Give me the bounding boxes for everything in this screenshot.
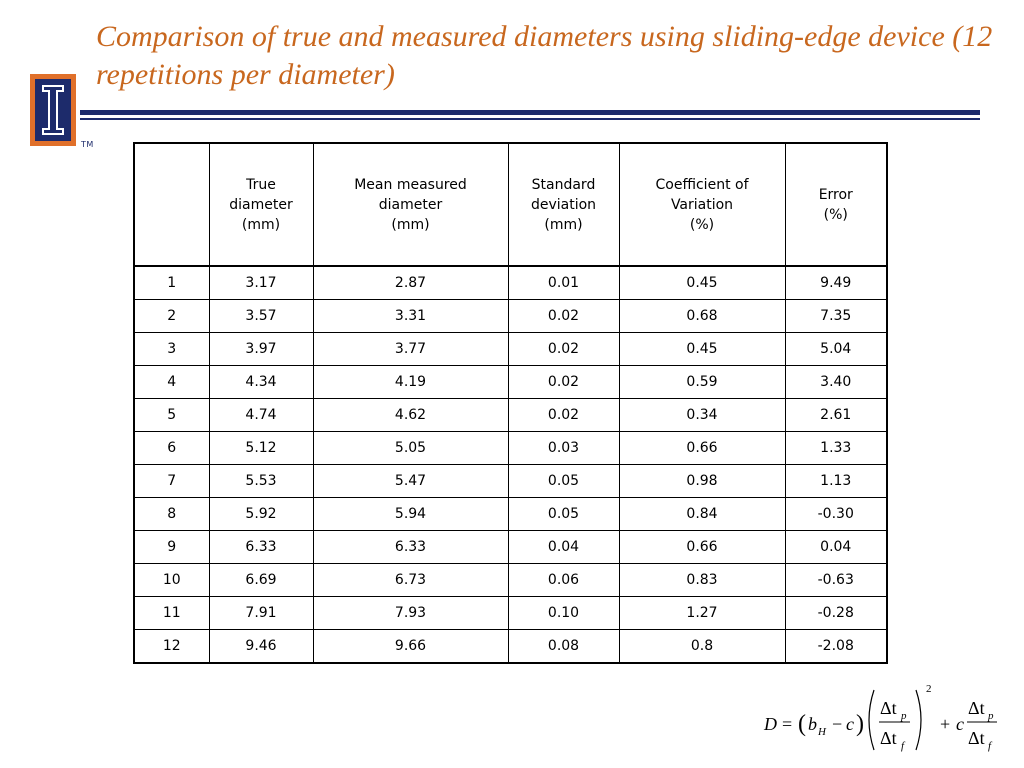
cell-standard-deviation: 0.01	[508, 266, 619, 300]
cell-standard-deviation: 0.02	[508, 300, 619, 333]
table-header-row	[134, 143, 887, 266]
cell-coefficient-of-variation: 0.45	[619, 333, 785, 366]
cell-mean-measured-diameter: 9.66	[313, 630, 508, 664]
table-row	[134, 630, 887, 664]
header-standard-deviation	[508, 143, 619, 266]
header-line: diameter	[229, 196, 293, 213]
cell-true-diameter: 3.17	[209, 266, 313, 300]
cell-row-index: 4	[134, 366, 209, 399]
cell-row-index: 5	[134, 399, 209, 432]
header-line: Mean measured	[354, 176, 467, 193]
cell-row-index: 6	[134, 432, 209, 465]
cell-standard-deviation: 0.06	[508, 564, 619, 597]
cell-coefficient-of-variation: 0.84	[619, 498, 785, 531]
header-line: (%)	[689, 216, 715, 233]
cell-coefficient-of-variation: 0.66	[619, 432, 785, 465]
cell-coefficient-of-variation: 0.59	[619, 366, 785, 399]
table-row	[134, 531, 887, 564]
header-error	[785, 143, 887, 266]
formula-big-rparen	[916, 690, 921, 750]
slide-title: Comparison of true and measured diameters using sliding-edge device (12 repetitions per diameter)	[96, 20, 993, 91]
cell-error: -0.30	[785, 498, 887, 531]
formula-num2-dt: Δt	[968, 698, 985, 718]
header-line: (mm)	[391, 216, 430, 233]
cell-coefficient-of-variation: 0.68	[619, 300, 785, 333]
cell-coefficient-of-variation: 1.27	[619, 597, 785, 630]
cell-error: 7.35	[785, 300, 887, 333]
cell-true-diameter: 9.46	[209, 630, 313, 664]
cell-row-index: 12	[134, 630, 209, 664]
cell-coefficient-of-variation: 0.66	[619, 531, 785, 564]
table-row	[134, 564, 887, 597]
table-row	[134, 597, 887, 630]
cell-standard-deviation: 0.10	[508, 597, 619, 630]
formula-c2: c	[956, 714, 964, 734]
cell-true-diameter: 7.91	[209, 597, 313, 630]
cell-standard-deviation: 0.04	[508, 531, 619, 564]
cell-row-index: 3	[134, 333, 209, 366]
cell-row-index: 2	[134, 300, 209, 333]
table-row	[134, 432, 887, 465]
cell-mean-measured-diameter: 3.31	[313, 300, 508, 333]
trademark-mark: TM	[81, 140, 94, 149]
header-line: diameter	[378, 196, 443, 213]
block-i-logo-icon	[30, 74, 76, 146]
cell-error: -0.63	[785, 564, 887, 597]
formula-den-f: f	[901, 740, 905, 752]
cell-error: 9.49	[785, 266, 887, 300]
formula-plus: +	[940, 714, 951, 734]
table-row	[134, 399, 887, 432]
cell-mean-measured-diameter: 6.33	[313, 531, 508, 564]
formula-den2-f: f	[988, 740, 992, 752]
cell-row-index: 10	[134, 564, 209, 597]
table-row	[134, 333, 887, 366]
cell-row-index: 1	[134, 266, 209, 300]
cell-true-diameter: 3.97	[209, 333, 313, 366]
formula-rparen: )	[856, 711, 864, 737]
cell-mean-measured-diameter: 4.62	[313, 399, 508, 432]
cell-coefficient-of-variation: 0.98	[619, 465, 785, 498]
header-row-index	[134, 143, 209, 266]
formula-num-p: p	[901, 710, 907, 722]
cell-true-diameter: 3.57	[209, 300, 313, 333]
header-line: Coefficient of	[655, 176, 749, 193]
cell-error: 0.04	[785, 531, 887, 564]
cell-standard-deviation: 0.05	[508, 498, 619, 531]
cell-standard-deviation: 0.05	[508, 465, 619, 498]
diameter-comparison-table	[133, 142, 888, 664]
cell-true-diameter: 4.34	[209, 366, 313, 399]
header-line: True	[246, 176, 276, 193]
cell-standard-deviation: 0.08	[508, 630, 619, 664]
cell-true-diameter: 5.12	[209, 432, 313, 465]
formula-b: b	[808, 714, 817, 734]
cell-error: 1.33	[785, 432, 887, 465]
formula-lparen: (	[798, 711, 806, 737]
cell-coefficient-of-variation: 0.8	[619, 630, 785, 664]
table-row	[134, 366, 887, 399]
cell-mean-measured-diameter: 5.47	[313, 465, 508, 498]
cell-mean-measured-diameter: 4.19	[313, 366, 508, 399]
cell-standard-deviation: 0.02	[508, 333, 619, 366]
block-i-glyph-icon	[35, 79, 71, 141]
cell-row-index: 7	[134, 465, 209, 498]
table-row	[134, 498, 887, 531]
formula-equals: =	[782, 714, 793, 734]
header-true-diameter	[209, 143, 313, 266]
cell-mean-measured-diameter: 5.05	[313, 432, 508, 465]
cell-error: -0.28	[785, 597, 887, 630]
header-line: Error	[818, 186, 853, 203]
cell-mean-measured-diameter: 6.73	[313, 564, 508, 597]
formula-den2-dt: Δt	[968, 728, 985, 748]
cell-standard-deviation: 0.02	[508, 399, 619, 432]
formula-h: H	[818, 726, 826, 738]
cell-row-index: 9	[134, 531, 209, 564]
cell-error: 3.40	[785, 366, 887, 399]
header-line: (%)	[823, 206, 848, 223]
formula-num-dt: Δt	[880, 698, 897, 718]
formula-den-dt: Δt	[880, 728, 897, 748]
cell-coefficient-of-variation: 0.45	[619, 266, 785, 300]
title-rule-thin	[80, 118, 980, 120]
cell-error: -2.08	[785, 630, 887, 664]
logo-inner	[35, 79, 71, 141]
cell-true-diameter: 6.33	[209, 531, 313, 564]
formula-square: 2	[926, 684, 932, 695]
header-line: Standard	[531, 176, 596, 193]
formula-d: D	[764, 714, 777, 734]
table-row	[134, 465, 887, 498]
table-body	[134, 266, 887, 663]
cell-coefficient-of-variation: 0.83	[619, 564, 785, 597]
header-mean-measured-diameter	[313, 143, 508, 266]
cell-error: 5.04	[785, 333, 887, 366]
formula-num2-p: p	[988, 710, 994, 722]
cell-mean-measured-diameter: 5.94	[313, 498, 508, 531]
table-row	[134, 300, 887, 333]
cell-row-index: 11	[134, 597, 209, 630]
header-line: (mm)	[544, 216, 583, 233]
cell-mean-measured-diameter: 2.87	[313, 266, 508, 300]
cell-standard-deviation: 0.03	[508, 432, 619, 465]
cell-standard-deviation: 0.02	[508, 366, 619, 399]
table-row	[134, 266, 887, 300]
header-line: deviation	[530, 196, 597, 213]
cell-true-diameter: 5.53	[209, 465, 313, 498]
formula-minus: −	[832, 714, 843, 734]
cell-error: 1.13	[785, 465, 887, 498]
cell-true-diameter: 5.92	[209, 498, 313, 531]
cell-coefficient-of-variation: 0.34	[619, 399, 785, 432]
diameter-formula	[760, 684, 1000, 754]
formula-big-lparen	[869, 690, 874, 750]
cell-error: 2.61	[785, 399, 887, 432]
title-rule-thick	[80, 110, 980, 115]
formula-c1: c	[846, 714, 854, 734]
header-line: (mm)	[241, 216, 281, 233]
header-coefficient-of-variation	[619, 143, 785, 266]
cell-true-diameter: 4.74	[209, 399, 313, 432]
cell-mean-measured-diameter: 7.93	[313, 597, 508, 630]
cell-row-index: 8	[134, 498, 209, 531]
header-line: Variation	[670, 196, 734, 213]
cell-true-diameter: 6.69	[209, 564, 313, 597]
cell-mean-measured-diameter: 3.77	[313, 333, 508, 366]
